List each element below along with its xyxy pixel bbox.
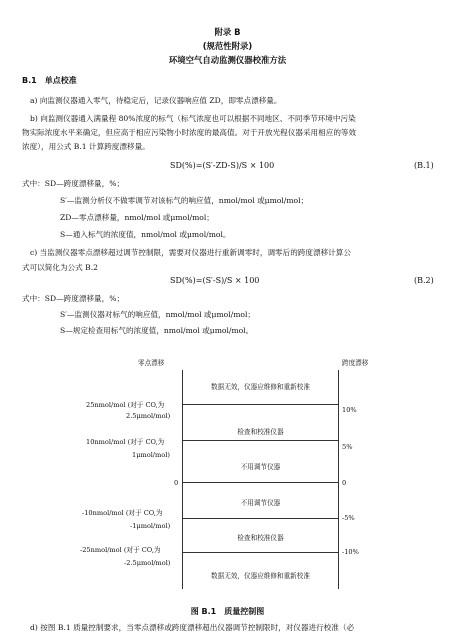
left-label-10: 10nmol/mol (对于 CO,为: [86, 438, 165, 446]
right-label-minus-5: -5%: [342, 514, 355, 522]
para-b-line1: b) 向监测仪器通入满量程 80%浓度的标气（标气浓度也可以根据不同地区、不同季节环境中污染: [30, 114, 356, 123]
right-label-5: 5%: [342, 443, 353, 451]
formula-b2: SD(%)=(S′-S)/S × 100: [170, 276, 260, 285]
chart-right-border: [338, 370, 339, 589]
left-header: 零点漂移: [138, 359, 165, 367]
formula-b1: SD(%)=(S′-ZD-S)/S × 100: [170, 161, 275, 170]
left-label-10-unit: 1μmol/mol): [132, 451, 170, 459]
zone-no-adjust-bottom: 不用调节仪器: [240, 499, 281, 507]
right-label-minus-10: -10%: [342, 548, 359, 556]
where2-s-prime: S′—监测仪器对标气的响应值，nmol/mol 或μmol/mol；: [60, 310, 255, 319]
where1-sd: 式中：SD—跨度漂移量，%；: [22, 179, 125, 188]
zone-no-adjust-top: 不用调节仪器: [240, 463, 281, 471]
left-label-25: 25nmol/mol (对于 CO,为: [86, 401, 165, 409]
where1-s-prime: S′—监测分析仪不做零调节对该标气的响应值，nmol/mol 或μmol/mol；: [60, 196, 309, 205]
line-minus-10: [182, 518, 339, 519]
zone-invalid-bottom: 数据无效，仪器应维修和重新校准: [211, 572, 310, 580]
left-label-25-unit: 2.5μmol/mol): [126, 412, 171, 420]
chart-left-border: [182, 370, 183, 589]
para-b-line2: 物实际浓度水平来确定，但应高于相应污染物小时浓度的最高值。对于开放光程仪器采用相应的等效: [22, 128, 357, 137]
right-header: 跨度漂移: [342, 359, 369, 367]
line-minus-25: [182, 552, 339, 553]
left-label-minus-10-unit: -1μmol/mol): [130, 522, 171, 530]
zone-check-bottom: 检查和校准仪器: [237, 534, 284, 542]
left-label-0: 0: [174, 479, 179, 487]
left-label-minus-25: -25nmol/mol (对于 CO,为: [80, 546, 161, 554]
line-25: [182, 404, 339, 405]
appendix-title: 环境空气自动监测仪器校准方法: [168, 55, 287, 65]
appendix-label: 附录 B: [214, 27, 241, 37]
figure-caption: 图 B.1 质量控制图: [190, 607, 265, 616]
zone-check-top: 检查和校准仪器: [237, 428, 284, 436]
para-c-line2: 式可以简化为公式 B.2: [22, 263, 98, 272]
line-10: [182, 440, 339, 441]
section-heading: B.1 单点校准: [22, 76, 77, 85]
where1-s: S—通入标气的浓度值，nmol/mol 或μmol/mol。: [60, 230, 231, 239]
appendix-type: (规范性附录): [202, 41, 253, 51]
para-c-line1: c) 当监测仪器零点漂移超过调节控制限，需要对仪器进行重新调零时，调零后的跨度漂移计算公: [30, 248, 351, 257]
zone-invalid-top: 数据无效，仪器应维修和重新校准: [211, 383, 310, 391]
formula-b2-number: (B.2): [414, 276, 434, 285]
para-b-line3: 浓度），用公式 B.1 计算跨度漂移量。: [22, 142, 150, 151]
where2-s: S—规定检查用标气的浓度值，nmol/mol 或μmol/mol。: [60, 326, 254, 335]
left-label-minus-10: -10nmol/mol (对于 CO,为: [82, 509, 163, 517]
where1-zd: ZD—零点漂移量，nmol/mol 或μmol/mol；: [60, 213, 214, 222]
para-d: d) 按图 B.1 质量控制要求，当零点漂移或跨度漂移超出仪器调节控制限时，对仪器进行校准（必: [30, 623, 355, 632]
left-label-minus-25-unit: -2.5μmol/mol): [124, 559, 171, 567]
formula-b1-number: (B.1): [414, 161, 434, 170]
where2-sd: 式中：SD—跨度漂移量，%；: [22, 294, 125, 303]
right-label-10: 10%: [342, 406, 357, 414]
para-a: a) 向监测仪器通入零气，待稳定后，记录仪器响应值 ZD，即零点漂移量。: [30, 96, 282, 105]
right-label-0: 0: [342, 479, 347, 487]
line-0: [182, 482, 339, 483]
